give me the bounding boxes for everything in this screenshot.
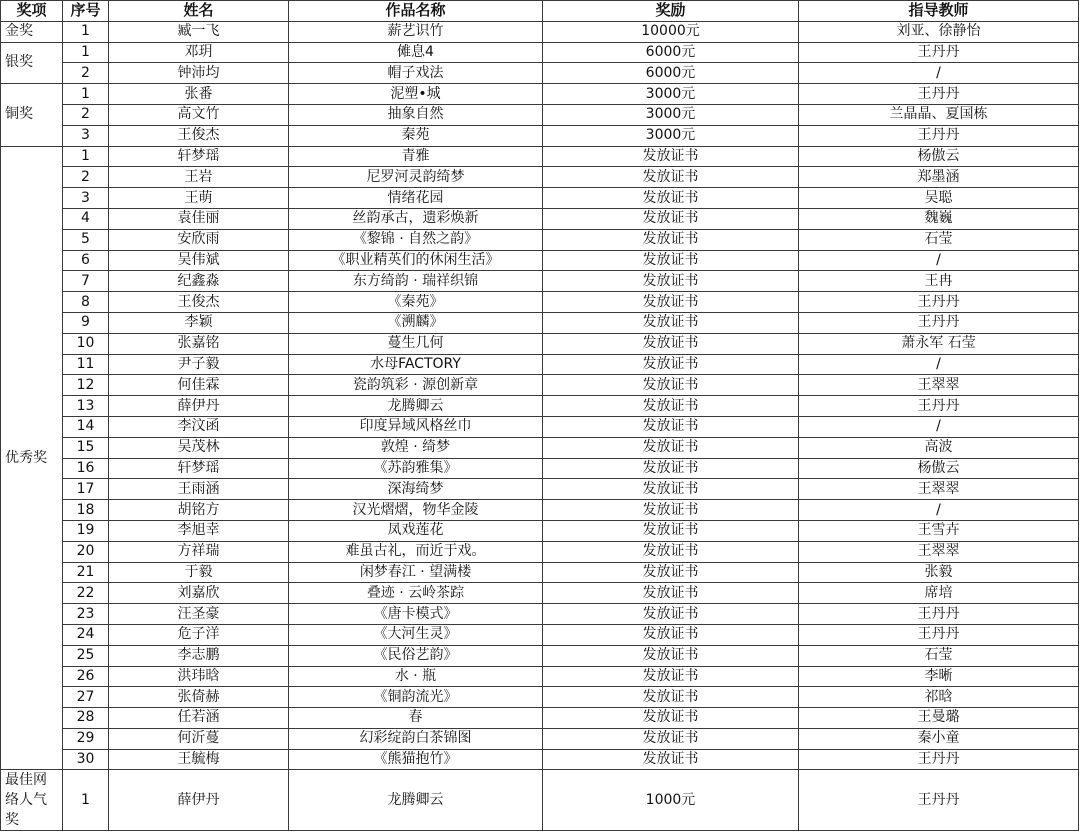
cell-prize: 6000元	[543, 42, 799, 63]
cell-name: 任若涵	[109, 708, 289, 729]
cell-prize: 发放证书	[543, 333, 799, 354]
cell-no: 14	[63, 416, 109, 437]
header-no: 序号	[63, 1, 109, 22]
table-row	[1, 479, 1079, 500]
cell-work: 瓷韵筑彩 · 源创新章	[289, 375, 543, 396]
cell-prize: 3000元	[543, 125, 799, 146]
cell-name: 张番	[109, 84, 289, 105]
cell-no: 20	[63, 541, 109, 562]
cell-name: 洪玮晗	[109, 666, 289, 687]
cell-prize: 发放证书	[543, 312, 799, 333]
table-row	[1, 125, 1079, 146]
cell-prize: 发放证书	[543, 375, 799, 396]
cell-name: 王俊杰	[109, 292, 289, 313]
cell-prize: 发放证书	[543, 437, 799, 458]
cell-work: 难虽古礼，而近于戏。	[289, 541, 543, 562]
cell-no: 1	[63, 146, 109, 167]
cell-no: 23	[63, 604, 109, 625]
cell-teacher: 石莹	[799, 645, 1079, 666]
cell-name: 李颖	[109, 312, 289, 333]
header-award: 奖项	[1, 1, 63, 22]
table-row	[1, 645, 1079, 666]
cell-no: 4	[63, 208, 109, 229]
cell-teacher: 高波	[799, 437, 1079, 458]
cell-work: 水 · 瓶	[289, 666, 543, 687]
cell-teacher: 王丹丹	[799, 292, 1079, 313]
cell-work: 《苏韵雅集》	[289, 458, 543, 479]
cell-name: 李汶函	[109, 416, 289, 437]
table-row	[1, 416, 1079, 437]
table-row	[1, 500, 1079, 521]
table-row	[1, 749, 1079, 770]
table-row	[1, 437, 1079, 458]
table-row	[1, 250, 1079, 271]
table-row	[1, 167, 1079, 188]
cell-work: 《大河生灵》	[289, 624, 543, 645]
award-category: 银奖	[1, 42, 63, 84]
cell-no: 13	[63, 396, 109, 417]
cell-name: 李旭幸	[109, 520, 289, 541]
cell-teacher: 王丹丹	[799, 624, 1079, 645]
cell-work: 春	[289, 708, 543, 729]
header-prize: 奖励	[543, 1, 799, 22]
cell-teacher: 兰晶晶、夏国栋	[799, 104, 1079, 125]
cell-work: 尼罗河灵韵绮梦	[289, 167, 543, 188]
table-row	[1, 687, 1079, 708]
cell-teacher: 刘亚、徐静怡	[799, 21, 1079, 42]
cell-name: 王毓梅	[109, 749, 289, 770]
cell-prize: 1000元	[543, 770, 799, 831]
cell-prize: 发放证书	[543, 167, 799, 188]
cell-teacher: 杨傲云	[799, 458, 1079, 479]
award-category: 最佳网络人气奖	[1, 770, 63, 831]
cell-name: 何沂蔓	[109, 728, 289, 749]
table-row	[1, 583, 1079, 604]
table-row	[1, 541, 1079, 562]
cell-teacher: 王翠翠	[799, 479, 1079, 500]
cell-prize: 6000元	[543, 63, 799, 84]
cell-name: 王俊杰	[109, 125, 289, 146]
cell-work: 泥塑•城	[289, 84, 543, 105]
cell-teacher: 吴聪	[799, 188, 1079, 209]
cell-teacher: /	[799, 250, 1079, 271]
cell-name: 王岩	[109, 167, 289, 188]
table-row	[1, 728, 1079, 749]
cell-no: 26	[63, 666, 109, 687]
header-name: 姓名	[109, 1, 289, 22]
cell-no: 1	[63, 770, 109, 831]
cell-work: 《民俗艺韵》	[289, 645, 543, 666]
cell-prize: 发放证书	[543, 708, 799, 729]
table-row	[1, 562, 1079, 583]
cell-teacher: 李晰	[799, 666, 1079, 687]
table-row	[1, 354, 1079, 375]
cell-work: 蔓生几何	[289, 333, 543, 354]
cell-prize: 3000元	[543, 104, 799, 125]
cell-no: 6	[63, 250, 109, 271]
cell-work: 印度异域风格丝巾	[289, 416, 543, 437]
table-row	[1, 396, 1079, 417]
table-row	[1, 458, 1079, 479]
cell-name: 袁佳丽	[109, 208, 289, 229]
cell-prize: 10000元	[543, 21, 799, 42]
cell-name: 李志鹏	[109, 645, 289, 666]
cell-work: 《职业精英们的休闲生活》	[289, 250, 543, 271]
cell-prize: 发放证书	[543, 146, 799, 167]
cell-name: 高文竹	[109, 104, 289, 125]
cell-no: 9	[63, 312, 109, 333]
cell-name: 钟沛均	[109, 63, 289, 84]
cell-no: 3	[63, 125, 109, 146]
cell-no: 1	[63, 21, 109, 42]
cell-work: 丝韵承古，遗彩焕新	[289, 208, 543, 229]
cell-no: 2	[63, 104, 109, 125]
cell-no: 22	[63, 583, 109, 604]
cell-no: 2	[63, 167, 109, 188]
cell-no: 29	[63, 728, 109, 749]
cell-work: 水母FACTORY	[289, 354, 543, 375]
cell-name: 尹子毅	[109, 354, 289, 375]
cell-no: 24	[63, 624, 109, 645]
cell-teacher: 秦小童	[799, 728, 1079, 749]
cell-teacher: 张毅	[799, 562, 1079, 583]
cell-name: 轩梦瑶	[109, 458, 289, 479]
cell-no: 21	[63, 562, 109, 583]
table-row	[1, 520, 1079, 541]
table-row	[1, 104, 1079, 125]
table-row	[1, 624, 1079, 645]
cell-teacher: 萧永军 石莹	[799, 333, 1079, 354]
cell-name: 张嘉铭	[109, 333, 289, 354]
cell-name: 张倚赫	[109, 687, 289, 708]
cell-no: 30	[63, 749, 109, 770]
award-category: 金奖	[1, 21, 63, 42]
cell-name: 刘嘉欣	[109, 583, 289, 604]
table-row	[1, 666, 1079, 687]
cell-work: 敦煌 · 绮梦	[289, 437, 543, 458]
cell-teacher: /	[799, 416, 1079, 437]
cell-no: 17	[63, 479, 109, 500]
cell-prize: 发放证书	[543, 229, 799, 250]
cell-teacher: 王丹丹	[799, 770, 1079, 831]
cell-prize: 发放证书	[543, 188, 799, 209]
cell-prize: 发放证书	[543, 396, 799, 417]
cell-no: 11	[63, 354, 109, 375]
cell-no: 25	[63, 645, 109, 666]
cell-prize: 发放证书	[543, 749, 799, 770]
cell-teacher: /	[799, 354, 1079, 375]
cell-work: 汉光熠熠，物华金陵	[289, 500, 543, 521]
table-body	[1, 21, 1079, 831]
cell-work: 龙腾卿云	[289, 396, 543, 417]
cell-no: 27	[63, 687, 109, 708]
table-row	[1, 42, 1079, 63]
cell-teacher: 王冉	[799, 271, 1079, 292]
award-category: 铜奖	[1, 84, 63, 146]
table-row	[1, 21, 1079, 42]
cell-teacher: 王雪卉	[799, 520, 1079, 541]
cell-prize: 发放证书	[543, 458, 799, 479]
cell-work: 龙腾卿云	[289, 770, 543, 831]
cell-work: 《黎锦 · 自然之韵》	[289, 229, 543, 250]
cell-name: 胡铭方	[109, 500, 289, 521]
cell-work: 叠迹 · 云岭茶踪	[289, 583, 543, 604]
cell-teacher: 王曼璐	[799, 708, 1079, 729]
cell-name: 薛伊丹	[109, 396, 289, 417]
cell-prize: 发放证书	[543, 604, 799, 625]
cell-name: 臧一飞	[109, 21, 289, 42]
cell-name: 方祥瑞	[109, 541, 289, 562]
cell-work: 《溯麟》	[289, 312, 543, 333]
cell-teacher: 王丹丹	[799, 42, 1079, 63]
cell-teacher: 郑墨涵	[799, 167, 1079, 188]
cell-teacher: 王丹丹	[799, 396, 1079, 417]
cell-no: 1	[63, 84, 109, 105]
cell-work: 深海绮梦	[289, 479, 543, 500]
cell-prize: 发放证书	[543, 250, 799, 271]
cell-teacher: 石莹	[799, 229, 1079, 250]
table-row	[1, 292, 1079, 313]
cell-no: 1	[63, 42, 109, 63]
header-row	[1, 1, 1079, 22]
table-row	[1, 271, 1079, 292]
cell-name: 汪圣豪	[109, 604, 289, 625]
award-category: 优秀奖	[1, 146, 63, 770]
cell-name: 安欣雨	[109, 229, 289, 250]
cell-no: 3	[63, 188, 109, 209]
cell-prize: 发放证书	[543, 520, 799, 541]
cell-name: 吴茂林	[109, 437, 289, 458]
cell-work: 薪艺识竹	[289, 21, 543, 42]
cell-name: 邓玥	[109, 42, 289, 63]
cell-teacher: 席培	[799, 583, 1079, 604]
cell-work: 秦苑	[289, 125, 543, 146]
cell-teacher: 杨傲云	[799, 146, 1079, 167]
cell-no: 28	[63, 708, 109, 729]
cell-teacher: 祁晗	[799, 687, 1079, 708]
cell-prize: 发放证书	[543, 479, 799, 500]
cell-work: 幻彩绽韵白茶锦图	[289, 728, 543, 749]
cell-name: 王雨涵	[109, 479, 289, 500]
table-row	[1, 770, 1079, 831]
cell-work: 《秦苑》	[289, 292, 543, 313]
cell-no: 18	[63, 500, 109, 521]
cell-teacher: 王丹丹	[799, 84, 1079, 105]
table-row	[1, 208, 1079, 229]
cell-prize: 发放证书	[543, 500, 799, 521]
table-row	[1, 188, 1079, 209]
cell-prize: 发放证书	[543, 624, 799, 645]
cell-prize: 发放证书	[543, 687, 799, 708]
cell-prize: 发放证书	[543, 292, 799, 313]
cell-teacher: 王翠翠	[799, 541, 1079, 562]
cell-prize: 发放证书	[543, 562, 799, 583]
cell-prize: 发放证书	[543, 354, 799, 375]
cell-name: 吴伟斌	[109, 250, 289, 271]
cell-teacher: 王丹丹	[799, 749, 1079, 770]
cell-prize: 发放证书	[543, 208, 799, 229]
cell-name: 薛伊丹	[109, 770, 289, 831]
cell-teacher: 王丹丹	[799, 125, 1079, 146]
cell-name: 轩梦瑶	[109, 146, 289, 167]
table-row	[1, 229, 1079, 250]
table-row	[1, 63, 1079, 84]
cell-prize: 发放证书	[543, 645, 799, 666]
cell-no: 10	[63, 333, 109, 354]
cell-prize: 发放证书	[543, 541, 799, 562]
table-row	[1, 84, 1079, 105]
cell-prize: 发放证书	[543, 583, 799, 604]
cell-no: 5	[63, 229, 109, 250]
header-work: 作品名称	[289, 1, 543, 22]
table-row	[1, 604, 1079, 625]
cell-name: 何佳霖	[109, 375, 289, 396]
cell-name: 危子洋	[109, 624, 289, 645]
cell-name: 王萌	[109, 188, 289, 209]
cell-work: 《唐卡模式》	[289, 604, 543, 625]
cell-work: 《熊猫抱竹》	[289, 749, 543, 770]
cell-teacher: /	[799, 500, 1079, 521]
cell-teacher: 王翠翠	[799, 375, 1079, 396]
cell-teacher: 王丹丹	[799, 604, 1079, 625]
cell-no: 2	[63, 63, 109, 84]
cell-teacher: 王丹丹	[799, 312, 1079, 333]
cell-work: 傩息4	[289, 42, 543, 63]
cell-work: 青雅	[289, 146, 543, 167]
cell-work: 凤戏莲花	[289, 520, 543, 541]
cell-no: 16	[63, 458, 109, 479]
cell-prize: 3000元	[543, 84, 799, 105]
header-teacher: 指导教师	[799, 1, 1079, 22]
cell-teacher: /	[799, 63, 1079, 84]
cell-no: 19	[63, 520, 109, 541]
table-row	[1, 333, 1079, 354]
cell-work: 东方绮韵 · 瑞祥织锦	[289, 271, 543, 292]
cell-no: 7	[63, 271, 109, 292]
cell-work: 《铜韵流光》	[289, 687, 543, 708]
cell-work: 抽象自然	[289, 104, 543, 125]
table-row	[1, 146, 1079, 167]
table-row	[1, 375, 1079, 396]
cell-work: 闲梦春江 · 望满楼	[289, 562, 543, 583]
table-row	[1, 708, 1079, 729]
cell-prize: 发放证书	[543, 666, 799, 687]
cell-teacher: 魏巍	[799, 208, 1079, 229]
cell-name: 纪鑫淼	[109, 271, 289, 292]
cell-no: 8	[63, 292, 109, 313]
cell-work: 帽子戏法	[289, 63, 543, 84]
cell-name: 于毅	[109, 562, 289, 583]
cell-prize: 发放证书	[543, 271, 799, 292]
cell-prize: 发放证书	[543, 728, 799, 749]
table-row	[1, 312, 1079, 333]
cell-no: 12	[63, 375, 109, 396]
cell-work: 情绪花园	[289, 188, 543, 209]
cell-prize: 发放证书	[543, 416, 799, 437]
cell-no: 15	[63, 437, 109, 458]
